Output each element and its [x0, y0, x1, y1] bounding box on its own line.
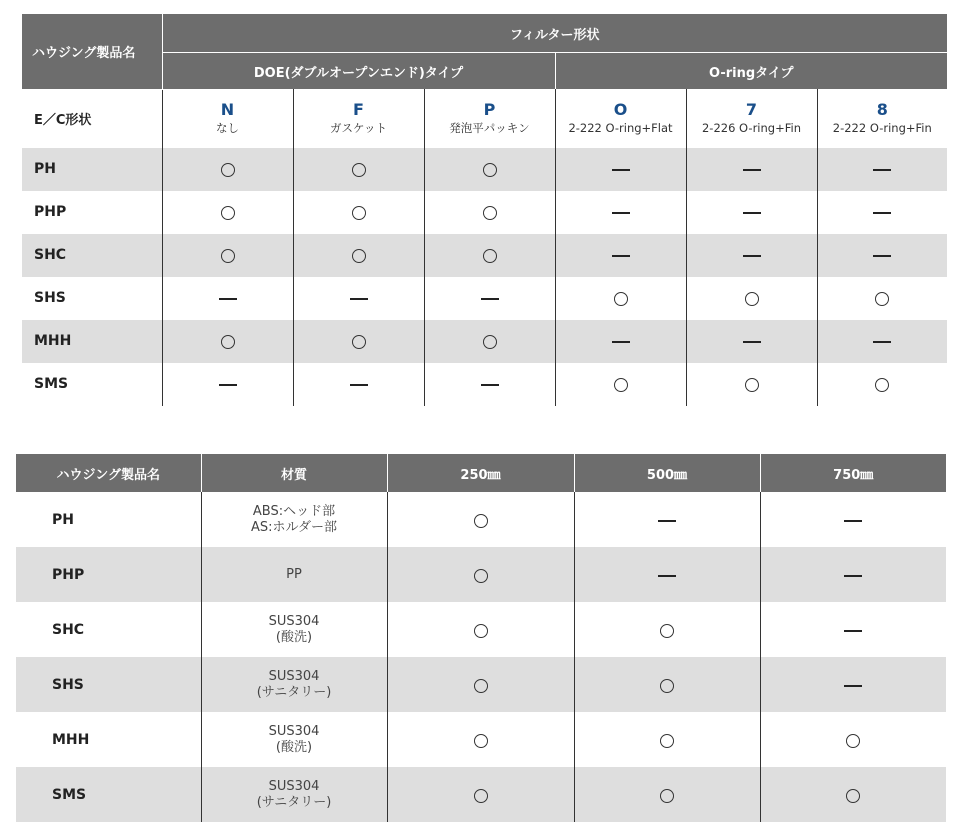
compatibility-cell [162, 234, 293, 277]
not-available-dash-icon [873, 212, 891, 214]
compatibility-cell [162, 320, 293, 363]
compatibility-cell [817, 234, 947, 277]
ec-code-header [293, 89, 424, 148]
not-available-dash-icon [219, 384, 237, 386]
product-name: SHS [22, 277, 162, 320]
available-circle-icon [875, 292, 889, 306]
material-cell [201, 767, 387, 822]
not-available-dash-icon [658, 520, 676, 522]
length-availability-cell [574, 492, 760, 547]
not-available-dash-icon [350, 298, 368, 300]
not-available-dash-icon [873, 341, 891, 343]
compatibility-cell [555, 363, 686, 406]
material-line: (サニタリー) [256, 794, 332, 810]
column-header: 500㎜ [574, 454, 760, 492]
not-available-dash-icon [350, 384, 368, 386]
ec-code-header [162, 89, 293, 148]
compatibility-cell [817, 363, 947, 406]
compatibility-cell [424, 148, 555, 191]
ec-shape-label: E／C形状 [22, 89, 162, 148]
available-circle-icon [483, 163, 497, 177]
not-available-dash-icon [612, 169, 630, 171]
available-circle-icon [474, 569, 488, 583]
housing-product-header: ハウジング製品名 [22, 14, 162, 89]
compatibility-cell [293, 277, 424, 320]
table-row [16, 767, 946, 822]
length-availability-cell [574, 712, 760, 767]
available-circle-icon [745, 378, 759, 392]
product-name: SMS [16, 767, 201, 822]
available-circle-icon [474, 734, 488, 748]
available-circle-icon [660, 679, 674, 693]
product-name: MHH [22, 320, 162, 363]
table-row [16, 657, 946, 712]
compatibility-cell [686, 363, 817, 406]
available-circle-icon [614, 378, 628, 392]
ec-code-description: 発泡平パッキン [449, 120, 530, 135]
compatibility-cell [162, 191, 293, 234]
ec-code-letter: O [613, 99, 628, 119]
not-available-dash-icon [612, 341, 630, 343]
compatibility-cell [162, 277, 293, 320]
compatibility-cell [555, 277, 686, 320]
compatibility-cell [424, 363, 555, 406]
product-name: SHC [16, 602, 201, 657]
available-circle-icon [474, 514, 488, 528]
material-length-table [16, 454, 946, 822]
product-name: PHP [16, 547, 201, 602]
not-available-dash-icon [844, 685, 862, 687]
not-available-dash-icon [743, 255, 761, 257]
length-availability-cell [387, 547, 574, 602]
material-cell [201, 492, 387, 547]
column-header: 材質 [201, 454, 387, 492]
not-available-dash-icon [481, 298, 499, 300]
oring-type-header: O-ringタイプ [555, 53, 947, 90]
ec-code-letter: N [220, 99, 235, 119]
length-availability-cell [574, 657, 760, 712]
filter-shape-table [22, 14, 947, 406]
compatibility-cell [424, 277, 555, 320]
compatibility-cell [686, 277, 817, 320]
material-cell [201, 712, 387, 767]
available-circle-icon [660, 734, 674, 748]
material-cell [201, 657, 387, 712]
compatibility-cell [555, 148, 686, 191]
ec-code-letter: 8 [876, 99, 888, 119]
compatibility-cell [424, 234, 555, 277]
compatibility-cell [293, 148, 424, 191]
compatibility-cell [817, 148, 947, 191]
table-row [22, 148, 947, 191]
not-available-dash-icon [844, 630, 862, 632]
not-available-dash-icon [844, 520, 862, 522]
length-availability-cell [760, 767, 946, 822]
material-line: SUS304 [268, 723, 320, 739]
available-circle-icon [483, 335, 497, 349]
table-row [16, 602, 946, 657]
product-name: SMS [22, 363, 162, 406]
available-circle-icon [352, 249, 366, 263]
material-line: AS:ホルダー部 [250, 519, 337, 535]
ec-code-description: 2-226 O-ring+Fin [701, 120, 801, 135]
not-available-dash-icon [219, 298, 237, 300]
doe-type-header: DOE(ダブルオープンエンド)タイプ [162, 53, 555, 90]
length-availability-cell [387, 657, 574, 712]
compatibility-cell [686, 320, 817, 363]
not-available-dash-icon [743, 169, 761, 171]
compatibility-cell [686, 234, 817, 277]
ec-code-description: 2-222 O-ring+Flat [568, 120, 673, 135]
compatibility-cell [293, 320, 424, 363]
available-circle-icon [474, 789, 488, 803]
compatibility-cell [555, 234, 686, 277]
length-availability-cell [760, 657, 946, 712]
available-circle-icon [352, 206, 366, 220]
available-circle-icon [846, 789, 860, 803]
ec-code-description: 2-222 O-ring+Fin [832, 120, 932, 135]
table-row [22, 191, 947, 234]
product-name: PHP [22, 191, 162, 234]
available-circle-icon [660, 789, 674, 803]
table-row [16, 492, 946, 547]
available-circle-icon [614, 292, 628, 306]
compatibility-cell [686, 148, 817, 191]
available-circle-icon [352, 163, 366, 177]
column-header: 750㎜ [760, 454, 946, 492]
length-availability-cell [574, 602, 760, 657]
material-line: (サニタリー) [256, 684, 332, 700]
ec-code-letter: P [483, 99, 496, 119]
available-circle-icon [221, 163, 235, 177]
product-name: SHC [22, 234, 162, 277]
length-availability-cell [387, 492, 574, 547]
length-availability-cell [387, 602, 574, 657]
length-availability-cell [760, 712, 946, 767]
compatibility-cell [817, 277, 947, 320]
compatibility-cell [555, 320, 686, 363]
ec-code-letter: 7 [745, 99, 758, 119]
material-line: (酸洗) [275, 739, 313, 755]
available-circle-icon [221, 249, 235, 263]
length-availability-cell [574, 767, 760, 822]
length-availability-cell [760, 602, 946, 657]
available-circle-icon [483, 249, 497, 263]
compatibility-cell [424, 191, 555, 234]
not-available-dash-icon [481, 384, 499, 386]
column-header: ハウジング製品名 [16, 454, 201, 492]
ec-code-description: なし [216, 120, 239, 135]
table-row [22, 363, 947, 406]
compatibility-cell [555, 191, 686, 234]
available-circle-icon [474, 624, 488, 638]
material-cell [201, 547, 387, 602]
ec-code-letter: F [353, 99, 364, 119]
compatibility-cell [162, 363, 293, 406]
ec-code-description: ガスケット [330, 120, 387, 135]
length-availability-cell [760, 492, 946, 547]
available-circle-icon [875, 378, 889, 392]
table-row [22, 234, 947, 277]
compatibility-cell [293, 363, 424, 406]
not-available-dash-icon [743, 212, 761, 214]
ec-code-header [817, 89, 947, 148]
column-header: 250㎜ [387, 454, 574, 492]
available-circle-icon [352, 335, 366, 349]
length-availability-cell [760, 547, 946, 602]
compatibility-cell [162, 148, 293, 191]
ec-code-header [424, 89, 555, 148]
compatibility-cell [293, 234, 424, 277]
available-circle-icon [221, 206, 235, 220]
length-availability-cell [387, 767, 574, 822]
material-line: SUS304 [268, 613, 320, 629]
available-circle-icon [660, 624, 674, 638]
not-available-dash-icon [873, 169, 891, 171]
not-available-dash-icon [873, 255, 891, 257]
compatibility-cell [817, 320, 947, 363]
compatibility-cell [424, 320, 555, 363]
product-name: MHH [16, 712, 201, 767]
material-line: (酸洗) [275, 629, 313, 645]
table-row [16, 547, 946, 602]
not-available-dash-icon [612, 212, 630, 214]
material-line: PP [286, 566, 302, 582]
product-name: SHS [16, 657, 201, 712]
material-cell [201, 602, 387, 657]
not-available-dash-icon [844, 575, 862, 577]
material-line: SUS304 [268, 668, 320, 684]
available-circle-icon [745, 292, 759, 306]
ec-code-header [555, 89, 686, 148]
compatibility-cell [817, 191, 947, 234]
not-available-dash-icon [743, 341, 761, 343]
table-row [22, 320, 947, 363]
available-circle-icon [221, 335, 235, 349]
product-name: PH [16, 492, 201, 547]
table-row [22, 277, 947, 320]
compatibility-cell [293, 191, 424, 234]
available-circle-icon [846, 734, 860, 748]
not-available-dash-icon [612, 255, 630, 257]
not-available-dash-icon [658, 575, 676, 577]
length-availability-cell [574, 547, 760, 602]
filter-shape-header: フィルター形状 [162, 14, 947, 53]
available-circle-icon [474, 679, 488, 693]
length-availability-cell [387, 712, 574, 767]
compatibility-cell [686, 191, 817, 234]
material-line: SUS304 [268, 778, 320, 794]
available-circle-icon [483, 206, 497, 220]
product-name: PH [22, 148, 162, 191]
table-row [16, 712, 946, 767]
ec-code-header [686, 89, 817, 148]
material-line: ABS:ヘッド部 [252, 503, 336, 519]
